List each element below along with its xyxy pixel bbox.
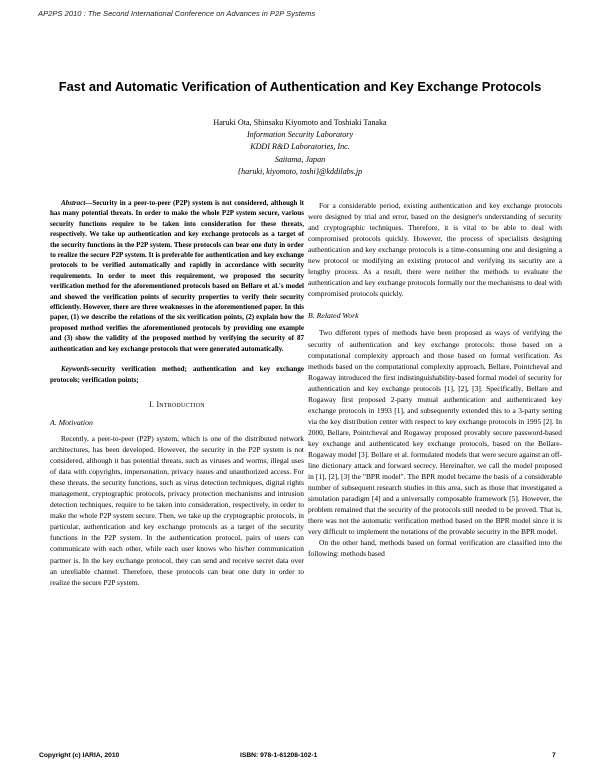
author-lab: Information Security Laboratory	[246, 130, 354, 140]
footer-copyright: Copyright (c) IARIA, 2010	[39, 752, 120, 759]
section-name: Introduction	[156, 399, 205, 409]
paper-title: Fast and Automatic Verification of Authentication and Key Exchange Protocols	[58, 79, 542, 94]
section-number: I.	[149, 399, 155, 409]
subsection-heading-related-work: B. Related Work	[308, 311, 359, 321]
footer-isbn: ISBN: 978-1-61208-102-1	[240, 752, 318, 759]
right-column	[308, 200, 562, 559]
author-location: Saitama, Japan	[274, 154, 326, 164]
paragraph-motivation-continued: For a considerable period, existing authentication and key exchange protocols were designed by trial and error, based on the designer's understanding of security and cryptographic techniques. Therefore, it is vital to be able to deal with compromised protocols quickly. However, the process of specialists designing authentication and key exchange protocols is a time-consuming one and designing a new protocol or modifying an existing protocol and verifying its security are a lengthy process. As a result, there were neither the methods to evaluate the authentication and key exchange protocols formally nor the mechanisms to deal with compromised protocols quickly.	[308, 201, 562, 299]
page-number: 7	[552, 752, 556, 759]
keywords	[50, 364, 304, 385]
abstract-lead: Abstract	[61, 199, 86, 207]
section-heading-introduction	[50, 399, 304, 410]
author-block	[120, 117, 480, 178]
author-company: KDDI R&D Laboratories, Inc.	[250, 142, 350, 152]
author-names: Haruki Ota, Shinsaku Kiyomoto and Toshiaki Tanaka	[213, 118, 387, 127]
paragraph-motivation: Recently, a peer-to-peer (P2P) system, which is one of the distributed network architectures, has been developed. However, the security in the P2P system is not considered, although it has potential threats, such as viruses and worms, illegal uses of data with copyrights, impersonation, privacy issues and unauthorized access. For these threats, the security functions, such as virus detection techniques, digital rights management, cryptographic protocols, privacy protection mechanisms and intrusion detection techniques, require to be taken into consideration, respectively, in order to make the whole P2P system secure. Then, we take up the cryptographic protocols, in particular, authentication and key exchange protocols as a target of the security functions in the P2P system. In the authentication protocol, pairs of users can communicate with each other, while each user knows who his/her communication partner is. In the key exchange protocol, they can send and receive secret data over an unreliable channel. Therefore, these protocols can bear one duty in order to realize the secure P2P system.	[50, 434, 304, 587]
paragraph-related-work: Two different types of methods have been proposed as ways of verifying the security of authentication and key exchange protocols: those based on a computational complexity approach and those based on formal verification. As methods based on the computational complexity approach, Bellare, Pointcheval and Rogaway introduced the first indistinguishability-based formal model of security for authentication and key exchange protocols [1], [2], [3]. Specifically, Bellare and Rogaway first proposed 2-party mutual authentication and authenticated key exchange protocols in 1993 [1], and subsequently extended this to a 3-party setting via the key distribution center with respect to key exchange protocols in 1995 [2]. In 2000, Bellare, Pointcheval and Rogaway proposed provably secure password-based key exchange and authenticated key exchange protocols, based on the Bellare-Rogaway model [3]. Bellare et al. formulated models that were secure against an off-line dictionary attack and forward secrecy. Hereinafter, we call the model proposed in [1], [2], [3] the "BPR model". The BPR model became the basis of a considerable number of subsequent research studies in this area, such as those that investigated a simulation paradigm [4] and a universally composable framework [5]. However, the problem remained that the security of the protocols still needed to be proved. That is, there was not the automatic verification method based on the BPR model since it is very difficult to implement the notations of the provable security in the BPR model.	[308, 328, 562, 537]
keywords-lead: Keywords	[61, 365, 90, 374]
subsection-heading-motivation: A. Motivation	[50, 417, 93, 427]
paragraph-related-work-2: On the other hand, methods based on formal verification are classified into the following: methods based	[308, 538, 562, 559]
keywords-text: -security verification method; authentication and key exchange protocols; verification points;	[50, 365, 304, 384]
left-column	[50, 198, 304, 588]
abstract-text: —Security in a peer-to-peer (P2P) system is not considered, although it has many potential threats. In order to make the whole P2P system secure, various security functions require to be taken into consideration for these threats, respectively. We take up authentication and key exchange protocols as a target of the security functions in the P2P system. These protocols can bear one duty in order to realize the secure P2P system. It is preferable for authentication and key exchange protocols to be verified automatically and rapidly in accordance with security requirements. In order to meet this requirement, we proposed the security verification method for the aforementioned protocols based on Bellare et al.'s model and showed the verification points of security properties to verify their security efficiently. However, there are three weaknesses in the aforementioned paper. In this paper, (1) we describe the relations of the six verification points, (2) explain how the proposed method verifies the aforementioned protocols by providing one example and (3) show the validity of the proposed method by verifying the security of 87 authentication and key exchange protocols that were generated automatically.	[50, 199, 304, 353]
running-header: AP2PS 2010 : The Second International Conference on Advances in P2P Systems	[38, 9, 316, 18]
author-email: {haruki, kiyomoto, toshi}@kddilabs.jp	[237, 166, 363, 176]
abstract	[50, 198, 304, 354]
